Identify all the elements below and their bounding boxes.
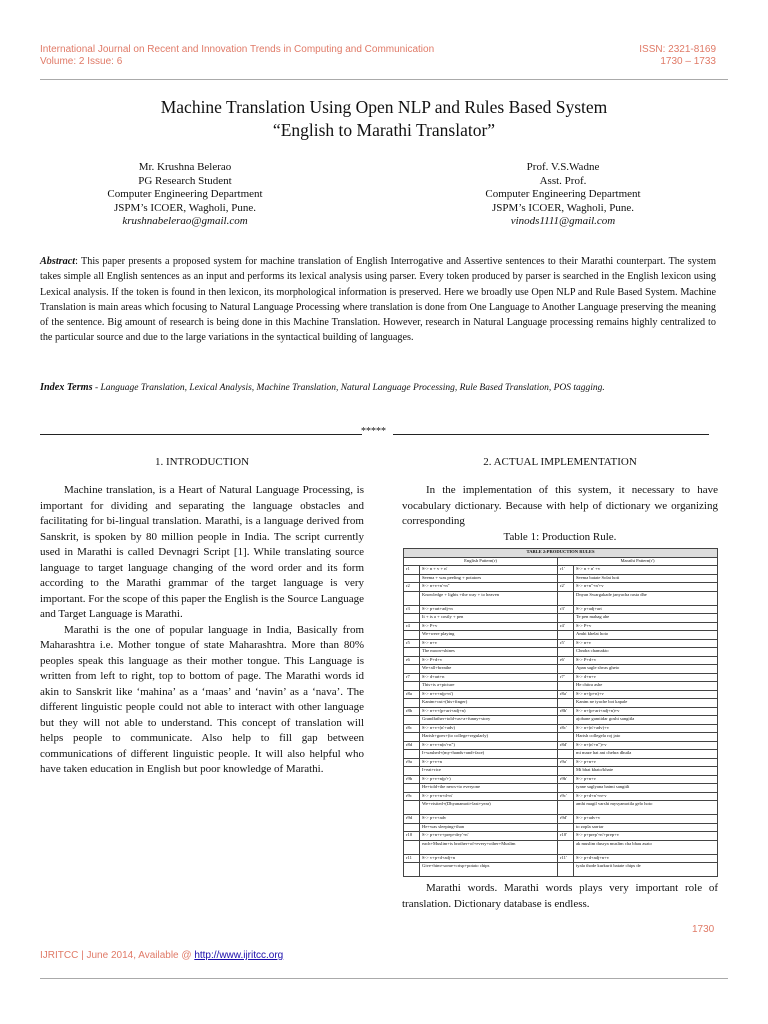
separator-rule-left bbox=[40, 434, 362, 435]
rule-pattern-en: S-> d+art+n bbox=[420, 673, 558, 682]
rule-pattern-en: We+all+breathe bbox=[420, 665, 558, 674]
table-row bbox=[404, 823, 718, 832]
author-2-email: vinods1111@gmail.com bbox=[510, 215, 616, 227]
rule-pattern-en: S-> p+v+n(p'+) bbox=[420, 775, 558, 784]
rule-pattern-mr: He chitra ashe bbox=[574, 682, 718, 691]
rule-pattern-en: Seema + was peeling + potatoes bbox=[420, 574, 558, 583]
rule-id-en: r8d bbox=[404, 741, 420, 750]
rule-pattern-en: S-> v+p+d+adj+n bbox=[420, 854, 558, 863]
rule-id-mr: r1' bbox=[558, 566, 574, 575]
rule-pattern-en: This+is a+picture bbox=[420, 682, 558, 691]
rule-id-en: r9a bbox=[404, 758, 420, 767]
table-row bbox=[404, 733, 718, 742]
rule-id-mr: r6' bbox=[558, 656, 574, 665]
rule-pattern-en: We+were playing bbox=[420, 631, 558, 640]
rule-pattern-mr: S-> p+n+v bbox=[574, 758, 718, 767]
rule-pattern-en: S-> p+v+adv bbox=[420, 815, 558, 824]
table-row bbox=[404, 690, 718, 699]
author-1 bbox=[60, 161, 310, 229]
rule-id-mr: r8d' bbox=[558, 741, 574, 750]
rule-id-mr: r4' bbox=[558, 622, 574, 631]
rule-id-en: r5 bbox=[404, 639, 420, 648]
rule-pattern-mr: S-> n+v bbox=[574, 639, 718, 648]
rule-id-en: r9c bbox=[404, 792, 420, 801]
rule-id-en bbox=[404, 682, 420, 691]
table-header-english: English Pattern(r) bbox=[404, 557, 558, 566]
production-rules-table bbox=[403, 548, 718, 877]
rule-pattern-en: S-> n+v+n'+n" bbox=[420, 583, 558, 592]
rule-pattern-mr: S-> p+prep'+n'+prep+v bbox=[574, 832, 718, 841]
rule-id-en bbox=[404, 784, 420, 793]
rule-id-mr: r5' bbox=[558, 639, 574, 648]
rule-id-mr: r2' bbox=[558, 583, 574, 592]
rule-id-mr bbox=[558, 631, 574, 640]
rule-pattern-en: S-> n+v+n(n'+n") bbox=[420, 741, 558, 750]
rule-pattern-mr: S-> n+(n'+adv)+v bbox=[574, 724, 718, 733]
rule-id-en bbox=[404, 699, 420, 708]
table-title: TABLE 2:PRODUCTION RULES bbox=[404, 549, 718, 558]
rule-id-mr bbox=[558, 750, 574, 759]
rule-pattern-en: S-> n+v bbox=[420, 639, 558, 648]
rule-id-en bbox=[404, 750, 420, 759]
rule-id-en bbox=[404, 801, 420, 815]
header-rule bbox=[40, 79, 728, 80]
table-row bbox=[404, 566, 718, 575]
rule-pattern-en: Grandfather+told+us+a+funny+story bbox=[420, 716, 558, 725]
rule-pattern-en: S-> P+v bbox=[420, 622, 558, 631]
journal-name: International Journal on Recent and Innovation Trends in Computing and Communication bbox=[40, 44, 435, 55]
journal-volume: Volume: 2 Issue: 6 bbox=[40, 56, 123, 67]
rule-pattern-mr: Amhi khelat hoto bbox=[574, 631, 718, 640]
table-row bbox=[404, 673, 718, 682]
rule-pattern-mr: S-> n+(p+art+adj+n)+v bbox=[574, 707, 718, 716]
index-terms-text: - Language Translation, Lexical Analysis, Machine Translation, Natural Language Processing, Rule Based Translation, POS tagging. bbox=[92, 383, 605, 393]
rule-id-en: r3 bbox=[404, 605, 420, 614]
footer-text: IJRITCC | June 2014, Available @ bbox=[40, 950, 195, 961]
rule-pattern-mr: Te pen mahag ahe bbox=[574, 614, 718, 623]
rule-pattern-en: I+eat+rice bbox=[420, 767, 558, 776]
table-row bbox=[404, 707, 718, 716]
table-row bbox=[404, 750, 718, 759]
rule-pattern-mr: S-> n+n"+n'+v bbox=[574, 583, 718, 592]
implementation-body bbox=[402, 483, 718, 530]
rule-id-en: r6 bbox=[404, 656, 420, 665]
abstract-label: Abstract bbox=[40, 256, 76, 267]
rule-pattern-mr: Harish collegela roj jato bbox=[574, 733, 718, 742]
rule-pattern-mr: S-> n+(n'+n")+v bbox=[574, 741, 718, 750]
rule-pattern-mr: S-> d+n+v bbox=[574, 673, 718, 682]
abstract-text: : This paper presents a proposed system for machine translation of English Interrogative and Assertive sentences to their Marathi counterpart. The system takes simple all English sentences as an input and performs its lexical analysis using parser. Every token produced by parser is searched in the English lexicon using Lexical analysis. If the token is found in then lexicon, its morphological information is preserved. Here we broadly use Open NLP and Rule Based System. Machine Translation is main areas which focusing to Natural Language Processing where translation is done from One Language to Another Language preserving the meaning of the sentence. Big amount of research is being done in this Machine Translation. However, research in Natural Language processing remains highly centralized to the particular source and due to the large variations in the syntactical building of languages. bbox=[40, 256, 716, 344]
rule-id-en bbox=[404, 591, 420, 605]
author-2-inst: JSPM’s ICOER, Wagholi, Pune. bbox=[492, 201, 634, 214]
rule-id-en bbox=[404, 863, 420, 877]
rule-pattern-en: S-> n + v + n' bbox=[420, 566, 558, 575]
rule-pattern-en: The moon+shines bbox=[420, 648, 558, 657]
rule-pattern-en: S-> n+v+(p+art+adj+n) bbox=[420, 707, 558, 716]
footer-rule bbox=[40, 978, 728, 979]
rule-id-mr bbox=[558, 699, 574, 708]
intro-paragraph-1: Machine translation, is a Heart of Natural Language Processing, is important for dividing and separating the language obstacles and facilitating for bi-lingual translation. Marathi, is a language derived from Sanskrit, is spoken by 80 million people in India. The script currently used in Marathi is called Devnagri Script [1]. While translating source language to target language changing of the word order and its form according to the Marathi grammar of the target language is very important. For the scope of this paper the English is the Source Language and Target Language is Marathi. bbox=[40, 484, 364, 620]
rule-id-en bbox=[404, 614, 420, 623]
author-1-email: krushnabelerao@gmail.com bbox=[122, 215, 248, 227]
rule-id-en: r2 bbox=[404, 583, 420, 592]
rule-id-mr bbox=[558, 665, 574, 674]
rule-pattern-en: Harish+goes+(to college+regularly) bbox=[420, 733, 558, 742]
rule-id-en bbox=[404, 823, 420, 832]
rule-pattern-mr: Seema batate Solat hoti bbox=[574, 574, 718, 583]
table-row bbox=[404, 832, 718, 841]
table-row bbox=[404, 583, 718, 592]
rule-id-mr: r7' bbox=[558, 673, 574, 682]
rule-id-mr bbox=[558, 614, 574, 623]
table-row bbox=[404, 767, 718, 776]
author-1-name: Mr. Krushna Belerao bbox=[138, 161, 232, 173]
rule-id-en: r4 bbox=[404, 622, 420, 631]
author-2 bbox=[438, 161, 688, 229]
rule-id-en: r1 bbox=[404, 566, 420, 575]
index-terms bbox=[40, 380, 716, 396]
rule-id-mr bbox=[558, 801, 574, 815]
rule-id-en bbox=[404, 733, 420, 742]
rule-id-mr: r3' bbox=[558, 605, 574, 614]
rule-pattern-mr: tyane saglyana batmi sangitli bbox=[574, 784, 718, 793]
rule-pattern-en: He+told+the news+to everyone bbox=[420, 784, 558, 793]
rule-id-en bbox=[404, 631, 420, 640]
implementation-paragraph-2: Marathi words. Marathi words plays very important role of translation. Dictionary database is endless. bbox=[402, 882, 718, 910]
author-1-role: PG Research Student bbox=[138, 174, 232, 187]
rule-id-en: r11 bbox=[404, 854, 420, 863]
rule-id-en: r9d bbox=[404, 815, 420, 824]
rule-id-mr: r9d' bbox=[558, 815, 574, 824]
table-row bbox=[404, 801, 718, 815]
rule-id-mr bbox=[558, 784, 574, 793]
journal-issn: ISSN: 2321-8169 bbox=[639, 44, 716, 55]
rule-id-mr bbox=[558, 733, 574, 742]
rule-id-mr bbox=[558, 716, 574, 725]
rule-pattern-en: Knowledge + lights +the way + to heaven bbox=[420, 591, 558, 605]
rule-id-mr bbox=[558, 823, 574, 832]
rule-pattern-mr: S-> p+n+v bbox=[574, 775, 718, 784]
index-terms-label: Index Terms bbox=[40, 382, 93, 393]
rule-pattern-mr: S-> P+d+v bbox=[574, 656, 718, 665]
rule-id-en: r8c bbox=[404, 724, 420, 733]
rule-id-mr: r8b' bbox=[558, 707, 574, 716]
rule-id-mr: r11' bbox=[558, 854, 574, 863]
rule-id-en bbox=[404, 574, 420, 583]
rule-pattern-mr: S-> n+(p+n)+v bbox=[574, 690, 718, 699]
rule-pattern-mr: mi maze hat ani chehra dhutla bbox=[574, 750, 718, 759]
rule-pattern-en: S-> p+n+v+prep+dey'+n' bbox=[420, 832, 558, 841]
rule-pattern-en: S-> p+v+n+d+n' bbox=[420, 792, 558, 801]
rule-id-mr bbox=[558, 648, 574, 657]
table-row bbox=[404, 631, 718, 640]
table-row bbox=[404, 854, 718, 863]
rule-pattern-mr: ak muslim dusrya muslim cha bhau asato bbox=[574, 840, 718, 854]
table-row bbox=[404, 574, 718, 583]
intro-paragraph-2: Marathi is the one of popular language in India, Basically from Maharashtra i.e. Mother tongue of state Maharashtra. More than 80% peoples speak this language as their mother tongue. This Language is written from left to right, top to bottom of page. The Marathi words id akin to Sanskrit like ‘mahina’ as a ‘maas’ and ‘navin’ as a ‘nava’. The different linguistic people could not able to interact with other language but they will not able to understand. This concept of translation will helps people to communicate. Also help to fill gap between communications of different linguistic people. It will also helpful who have taken education in English but poor knowledge of Marathi. bbox=[40, 623, 364, 775]
introduction-body bbox=[40, 483, 364, 778]
author-2-dept: Computer Engineering Department bbox=[485, 188, 641, 200]
rule-id-en: r7 bbox=[404, 673, 420, 682]
footer-link[interactable]: http://www.ijritcc.org bbox=[194, 950, 284, 961]
rule-id-en: r10 bbox=[404, 832, 420, 841]
table-row bbox=[404, 665, 718, 674]
author-1-inst: JSPM’s ICOER, Wagholi, Pune. bbox=[114, 201, 256, 214]
rule-id-en: r9b bbox=[404, 775, 420, 784]
table-row bbox=[404, 591, 718, 605]
footer bbox=[40, 950, 283, 961]
rule-pattern-en: I+washed+(my+hands+and+face) bbox=[420, 750, 558, 759]
table-row bbox=[404, 614, 718, 623]
rule-pattern-en: S-> n+v+(n'+adv) bbox=[420, 724, 558, 733]
page-number: 1730 bbox=[692, 924, 715, 935]
rule-pattern-mr: Dnyan Swargakade janyacha rasta dhe bbox=[574, 591, 718, 605]
table-row bbox=[404, 815, 718, 824]
rule-pattern-en: S-> p+art+adj+n bbox=[420, 605, 558, 614]
rule-pattern-en: It + is a + costly + pen bbox=[420, 614, 558, 623]
rule-id-mr: r10' bbox=[558, 832, 574, 841]
rule-id-en bbox=[404, 648, 420, 657]
rule-pattern-en: S-> P+d+v bbox=[420, 656, 558, 665]
rule-pattern-mr: to zopla sarrtar bbox=[574, 823, 718, 832]
table-row bbox=[404, 716, 718, 725]
rule-id-en: r8a bbox=[404, 690, 420, 699]
rule-pattern-mr: S-> p+d+adj+n+v bbox=[574, 854, 718, 863]
table-caption: Table 1: Production Rule. bbox=[503, 531, 617, 543]
table-row bbox=[404, 724, 718, 733]
rule-pattern-en: Kanim+cut+(his+finger) bbox=[420, 699, 558, 708]
journal-pages: 1730 – 1733 bbox=[660, 56, 716, 67]
rule-pattern-mr: Chndra chamakto bbox=[574, 648, 718, 657]
rule-pattern-mr: S-> p+d+n'+n+v bbox=[574, 792, 718, 801]
section-heading-implementation: 2. ACTUAL IMPLEMENTATION bbox=[483, 456, 637, 468]
rule-id-mr bbox=[558, 840, 574, 854]
rule-pattern-mr: Apan sagle shvas gheto bbox=[574, 665, 718, 674]
rule-pattern-mr: Kanim ne tyache bot kapale bbox=[574, 699, 718, 708]
table-row bbox=[404, 775, 718, 784]
table-row bbox=[404, 840, 718, 854]
table-row bbox=[404, 639, 718, 648]
author-1-dept: Computer Engineering Department bbox=[107, 188, 263, 200]
table-row bbox=[404, 699, 718, 708]
rule-pattern-en: We+visited+(Dhyanamoti+last+year) bbox=[420, 801, 558, 815]
rule-pattern-mr: amhi magil varshi mysyamotila gelo hoto bbox=[574, 801, 718, 815]
rule-pattern-en: S-> n+v+n(p+n') bbox=[420, 690, 558, 699]
table-row bbox=[404, 863, 718, 877]
rule-pattern-mr: Mi bhat khato/khate bbox=[574, 767, 718, 776]
table-row bbox=[404, 792, 718, 801]
rule-id-mr: r9c' bbox=[558, 792, 574, 801]
separator-stars: ***** bbox=[361, 426, 386, 437]
implementation-paragraph: In the implementation of this system, it necessary to have vocabulary dictionary. Because with help of dictionary we organizing corresponding bbox=[402, 484, 718, 527]
table-row bbox=[404, 682, 718, 691]
rule-pattern-en: He+was sleeping+than bbox=[420, 823, 558, 832]
rule-id-en bbox=[404, 840, 420, 854]
table-row bbox=[404, 741, 718, 750]
author-2-name: Prof. V.S.Wadne bbox=[526, 161, 600, 173]
implementation-after-table bbox=[402, 881, 718, 912]
rule-pattern-en: each+Muslim+is brother+of+every+other+Muslim bbox=[420, 840, 558, 854]
rule-pattern-en: Give+him+some+crisp+potato chips bbox=[420, 863, 558, 877]
rule-pattern-mr: S-> n + n' +v bbox=[574, 566, 718, 575]
abstract bbox=[40, 254, 716, 346]
separator-rule-right bbox=[393, 434, 709, 435]
rule-pattern-mr: ajobane gamtidar gosht sangitla bbox=[574, 716, 718, 725]
author-2-role: Asst. Prof. bbox=[539, 174, 587, 187]
table-row bbox=[404, 605, 718, 614]
rule-id-mr: r8c' bbox=[558, 724, 574, 733]
rule-id-mr: r8a' bbox=[558, 690, 574, 699]
table-header-marathi: Marathi Pattern(r') bbox=[558, 557, 718, 566]
rule-pattern-en: S-> p+v+n bbox=[420, 758, 558, 767]
table-row bbox=[404, 784, 718, 793]
rule-id-mr: r9b' bbox=[558, 775, 574, 784]
rule-id-mr bbox=[558, 863, 574, 877]
rule-pattern-mr: tyala thode kurkurit batate chips de bbox=[574, 863, 718, 877]
paper-subtitle: “English to Marathi Translator” bbox=[272, 120, 496, 140]
rule-id-mr bbox=[558, 682, 574, 691]
table-row bbox=[404, 622, 718, 631]
rule-id-en bbox=[404, 716, 420, 725]
rule-id-en bbox=[404, 767, 420, 776]
section-heading-introduction: 1. INTRODUCTION bbox=[154, 456, 250, 468]
rule-pattern-mr: S-> p+adj+art bbox=[574, 605, 718, 614]
rule-pattern-mr: S-> P+v bbox=[574, 622, 718, 631]
rule-id-en bbox=[404, 665, 420, 674]
rule-id-mr bbox=[558, 767, 574, 776]
rule-id-mr bbox=[558, 574, 574, 583]
paper-title: Machine Translation Using Open NLP and Rules Based System bbox=[160, 97, 608, 117]
rule-id-en: r8b bbox=[404, 707, 420, 716]
rule-id-mr bbox=[558, 591, 574, 605]
table-row bbox=[404, 648, 718, 657]
table-row bbox=[404, 656, 718, 665]
rule-id-mr: r9a' bbox=[558, 758, 574, 767]
rule-pattern-mr: S-> p+adv+v bbox=[574, 815, 718, 824]
table-row bbox=[404, 758, 718, 767]
